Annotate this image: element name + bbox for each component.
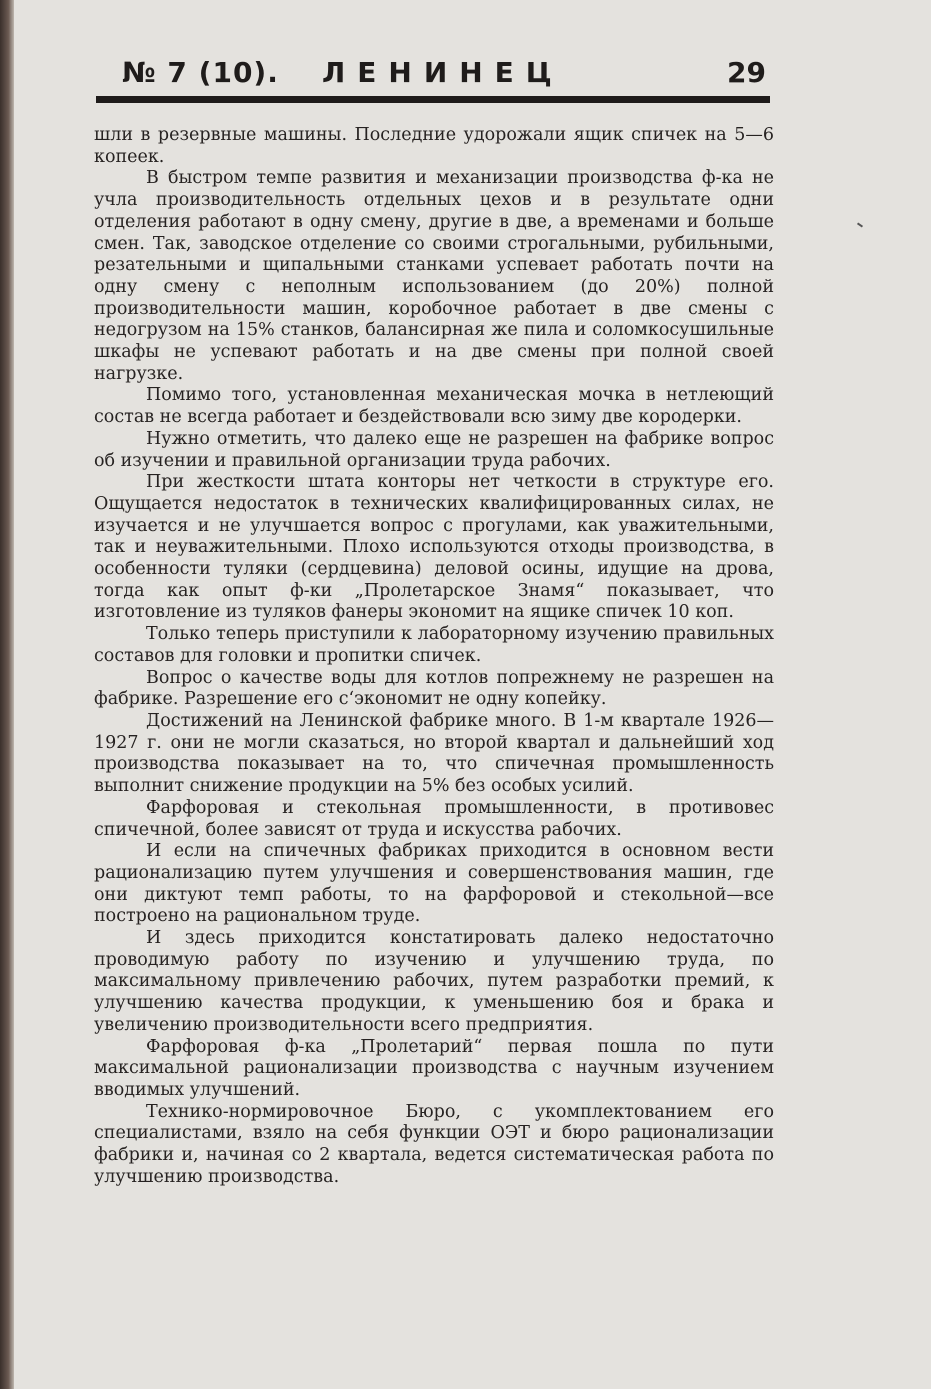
publication-title: ЛЕНИНЕЦ xyxy=(322,56,564,89)
paragraph: шли в резервные машины. Последние удорожали ящик спичек на 5—6 копеек. xyxy=(94,125,774,167)
paragraph: Фарфоровая и стекольная промышленности, в противовес спичечной, более зависят от труда и искусства рабочих. xyxy=(94,797,774,840)
paragraph: При жесткости штата конторы нет четкости в структуре его. Ощущается недостаток в технических квалифицированных силах, не изучается и не улучшается вопрос с прогулами, как уважительными, так и неуважительными. Плохо используются отходы производства, в особенности туляки (сердцевина) деловой осины, идущие на дрова, тогда как опыт ф-ки „Пролетарское Знамя“ показывает, что изготовление из туляков фанеры экономит на ящике спичек 10 коп. xyxy=(94,472,774,623)
paragraph: Помимо того, установленная механическая мочка в нетлеющий состав не всегда работает и бездействовали всю зиму две кородерки. xyxy=(94,385,774,428)
article-body xyxy=(94,125,774,1188)
issue-number: № 7 (10). xyxy=(122,56,279,89)
paragraph: Вопрос о качестве воды для котлов попрежнему не разрешен на фабрике. Разрешение его с‘экономит не одну копейку. xyxy=(94,667,774,710)
paragraph: Только теперь приступили к лабораторному изучению правильных составов для головки и пропитки спичек. xyxy=(94,624,774,666)
paragraph: И если на спичечных фабриках приходится в основном вести рационализацию путем улучшения и совершенствования машин, где они диктуют темп работы, то на фарфоровой и стекольной—все построено на рациональном труде. xyxy=(94,841,774,927)
book-spine xyxy=(0,0,14,1389)
paragraph: Нужно отметить, что далеко еще не разрешен на фабрике вопрос об изучении и правильной организации труда рабочих. xyxy=(94,428,774,471)
page-header xyxy=(100,56,770,96)
paragraph: В быстром темпе развития и механизации производства ф-ка не учла производительность отдельных цехов и в результате одни отделения работают в одну смену, другие в две, а временами и больше смен. Так, заводское отделение со своими строгальными, рубильными, резательными и щипальными станками успевает работать почти на одну смену с неполным использованием (до 20%) полной производительности машин, коробочное работает в две смены с недогрузом на 15% станков, балансирная же пила и соломкосушильные шкафы не успевают работать и на две смены при полной своей нагрузке. xyxy=(94,168,774,384)
paragraph: Фарфоровая ф-ка „Пролетарий“ первая пошла по пути максимальной рационализации производства с научным изучением вводимых улучшений. xyxy=(94,1036,774,1100)
paragraph: Достижений на Ленинской фабрике много. В 1-м квартале 1926—1927 г. они не могли сказаться, но второй квартал и дальнейший ход производства показывает на то, что спичечная промышленность выполнит снижение продукции на 5% без особых усилий. xyxy=(94,710,774,797)
page-number: 29 xyxy=(727,56,766,89)
header-rule xyxy=(96,96,770,103)
paragraph: И здесь приходится констатировать далеко недостаточно проводимую работу по изучению и улучшению труда, по максимальному привлечению рабочих, путем разработки премий, к улучшению качества продукции, к уменьшению боя и брака и увеличению производительности всего предприятия. xyxy=(94,928,774,1035)
paragraph: Технико-нормировочное Бюро, с укомплектованием его специалистами, взяло на себя функции ОЭТ и бюро рационализации фабрики и, начиная со 2 квартала, ведется систематическая работа по улучшению производства. xyxy=(94,1101,774,1187)
